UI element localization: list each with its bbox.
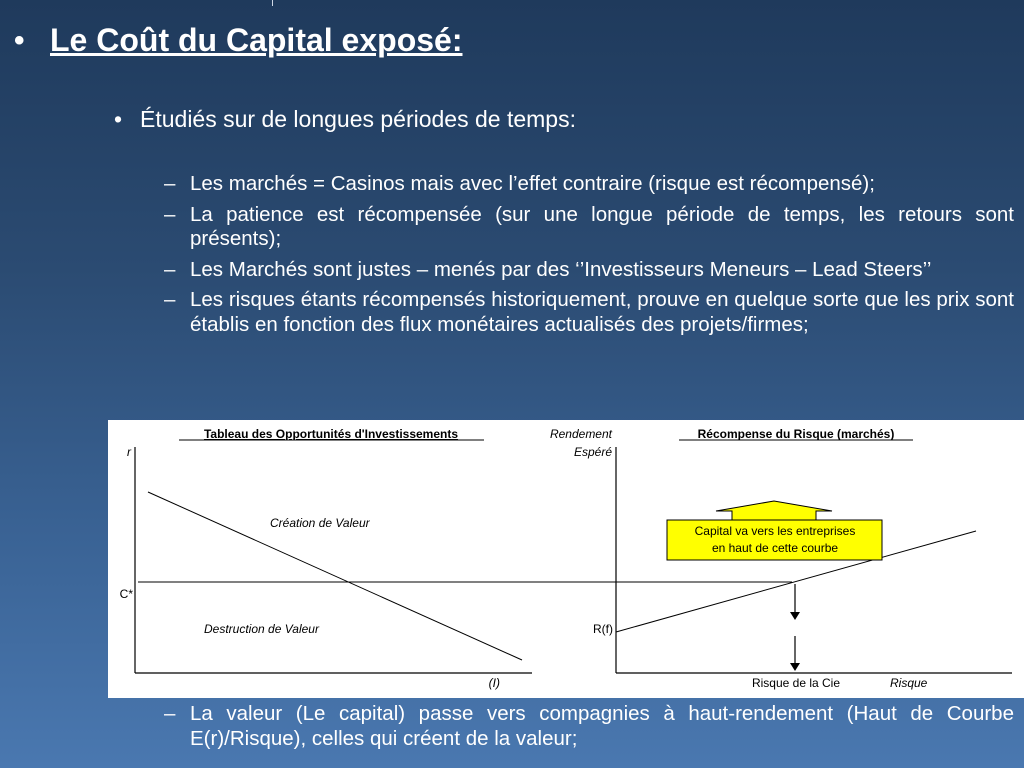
dash-marker: – [164,257,176,281]
dash-marker: – [164,202,176,226]
right-x-axis-label: Risque [890,676,928,690]
company-risk-label: Risque de la Cie [751,676,841,690]
dash-marker: – [164,172,176,195]
title-bullet: • [14,24,25,57]
point-text: Les Marchés sont justes – menés par des ‘’Investisseurs Meneurs – Lead Steers’’ [190,257,932,281]
value-creation-label: Création de Valeur [270,516,370,530]
slide-title: Le Coût du Capital exposé: [50,22,463,58]
rf-label: R(f) [593,622,613,636]
callout-line-1: Capital va vers les entreprises [694,524,856,538]
conclusion-list [164,702,1014,757]
point-text: Les risques étants récompensés historiquement, prouve en quelque sorte que les prix sont établis en fonction des flux monétaires actualisés des projets/firmes; [190,288,1014,336]
dash-marker: – [164,702,176,725]
right-chart-title: Récompense du Risque (marchés) [697,427,895,441]
right-y-axis-label-1: Rendement [549,427,612,441]
value-destruction-label: Destruction de Valeur [204,622,319,636]
callout-line-2: en haut de cette courbe [711,541,839,555]
c-star-label: C* [119,587,133,601]
diagram-panel [108,420,1024,698]
dash-marker: – [164,288,176,311]
conclusion-text: La valeur (Le capital) passe vers compagnies à haut-rendement (Haut de Courbe E(r)/Risque), celles qui créent de la valeur; [190,702,1014,750]
left-y-axis-label: r [127,445,131,459]
point-text: La patience est récompensée (sur une longue période de temps, les retours sont présents); [190,202,1014,250]
right-y-axis-label-2: Espéré [573,445,612,459]
subtitle-bullet: • [114,106,123,132]
point-text: Les marchés = Casinos mais avec l’effet contraire (risque est récompensé); [190,172,875,195]
left-x-axis-label: (I) [488,676,500,690]
left-chart-title: Tableau des Opportunités d'Investissements [203,427,459,441]
slide-subtitle: Étudiés sur de longues périodes de temps: [140,106,576,132]
list-item [164,702,1014,751]
